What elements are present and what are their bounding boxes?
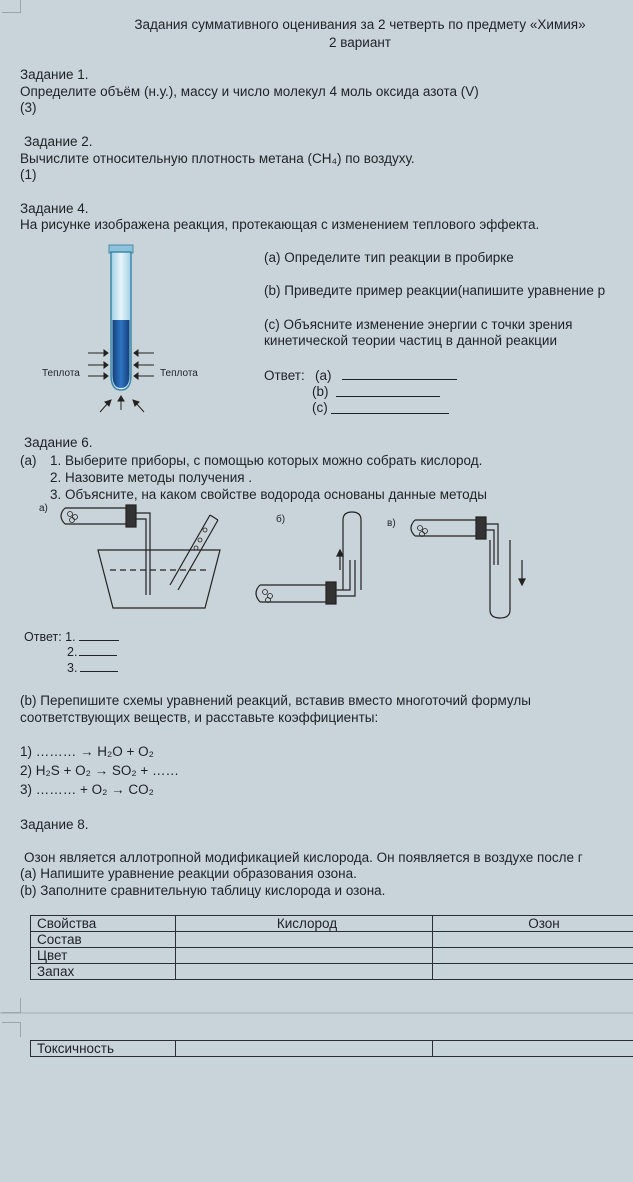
task8-question-a: (a) Напишите уравнение реакции образования озона.: [20, 866, 357, 881]
task4-answer-b: (b): [312, 384, 329, 399]
figure-c-label: в): [387, 518, 396, 529]
task6-question-2: 2. Назовите методы получения .: [50, 470, 253, 485]
task4-question-a: (а) Определите тип реакции в пробирке: [264, 250, 514, 265]
gas-collection-figure: [50, 500, 570, 630]
table-cell[interactable]: [176, 948, 433, 964]
task8-text: Озон является аллотропной модификацией кислорода. Он появляется в воздухе после г: [24, 850, 583, 865]
comparison-table-continued: [30, 1040, 633, 1057]
row-label-composition: Состав: [31, 932, 176, 948]
table-row: [31, 1041, 633, 1057]
task6-question-1: 1. Выберите приборы, с помощью которых можно собрать кислород.: [50, 453, 483, 468]
table-cell[interactable]: [433, 1041, 633, 1057]
table-cell[interactable]: [176, 1041, 433, 1057]
task4-answer-c: (c): [312, 400, 328, 415]
table-cell[interactable]: [433, 964, 633, 980]
task8-label: Задание 8.: [20, 817, 89, 832]
row-label-smell: Запах: [31, 964, 176, 980]
table-header-row: [31, 916, 633, 932]
answer-line-a: [342, 368, 457, 380]
table-cell[interactable]: [176, 964, 433, 980]
equation-1: 1) ……… → H₂O + O₂: [20, 744, 154, 759]
equation-2: 2) H₂S + O₂ → SO₂ + ……: [20, 763, 180, 778]
task6-part-a: (a): [20, 453, 37, 468]
table-cell[interactable]: [176, 932, 433, 948]
task6-answer-line-2: [79, 644, 117, 656]
task1-label: Задание 1.: [20, 67, 89, 82]
table-row: [31, 964, 633, 980]
task4-question-c2: кинетической теории частиц в данной реакции: [264, 333, 557, 348]
page-corner-marker: [2, 998, 21, 1013]
task6-part-b-2: соответствующих веществ, и расставьте коэффициенты:: [20, 710, 379, 725]
task1-text: Определите объём (н.у.), массу и число молекул 4 моль оксида азота (V): [20, 84, 479, 99]
header-cell-oxygen: Кислород: [176, 916, 433, 932]
table-row: [31, 932, 633, 948]
heat-label-right: Теплота: [160, 368, 198, 379]
answer-line-c: [331, 400, 449, 414]
task4-label: Задание 4.: [20, 201, 89, 216]
task2-points: (1): [20, 167, 37, 182]
doc-title: Задания суммативного оценивания за 2 четверть по предмету «Химия»: [134, 17, 586, 32]
task6-question-3: 3. Объясните, на каком свойстве водорода основаны данные методы: [50, 487, 487, 502]
figure-a-label: а): [39, 503, 48, 514]
task4-text: На рисунке изображена реакция, протекающая с изменением теплового эффекта.: [20, 217, 540, 232]
task4-question-c1: (с) Объясните изменение энергии с точки зрения: [264, 317, 573, 332]
task6-answer-label: Ответ: 1.: [24, 630, 76, 644]
task6-label: Задание 6.: [24, 435, 93, 450]
test-tube-figure: [20, 240, 220, 420]
task4-answer-label: Ответ:: [264, 368, 305, 383]
task1-points: (3): [20, 100, 37, 115]
task6-answer-3: 3.: [67, 661, 78, 675]
task6-part-b: (b) Перепишите схемы уравнений реакций, вставив вместо многоточий формулы: [20, 693, 531, 708]
doc-variant: 2 вариант: [329, 35, 391, 50]
row-label-color: Цвет: [31, 948, 176, 964]
page-break-line: [0, 1012, 633, 1014]
page-corner-marker: [2, 0, 21, 13]
task2-text: Вычислите относительную плотность метана (CH₄) по воздуху.: [20, 151, 415, 166]
header-cell-ozone: Озон: [433, 916, 633, 932]
answer-line-b: [336, 384, 440, 397]
task6-answer-line-1: [79, 629, 119, 641]
task2-label: Задание 2.: [24, 134, 93, 149]
task4-answer-a: (a): [315, 368, 332, 383]
task8-question-b: (b) Заполните сравнительную таблицу кислорода и озона.: [20, 883, 386, 898]
heat-label-left: Теплота: [42, 368, 80, 379]
header-cell-properties: Свойства: [31, 916, 176, 932]
equation-3: 3) ……… + O₂ → CO₂: [20, 782, 154, 797]
table-cell[interactable]: [433, 932, 633, 948]
task6-answer-line-3: [80, 660, 118, 672]
page-corner-marker: [2, 1022, 21, 1037]
table-cell[interactable]: [433, 948, 633, 964]
row-label-toxicity: Токсичность: [31, 1041, 176, 1057]
table-row: [31, 948, 633, 964]
task4-question-b: (b) Приведите пример реакции(напишите уравнение р: [264, 283, 606, 298]
task6-answer-2: 2.: [67, 645, 78, 659]
comparison-table: [30, 915, 633, 980]
figure-b-label: б): [276, 514, 286, 525]
